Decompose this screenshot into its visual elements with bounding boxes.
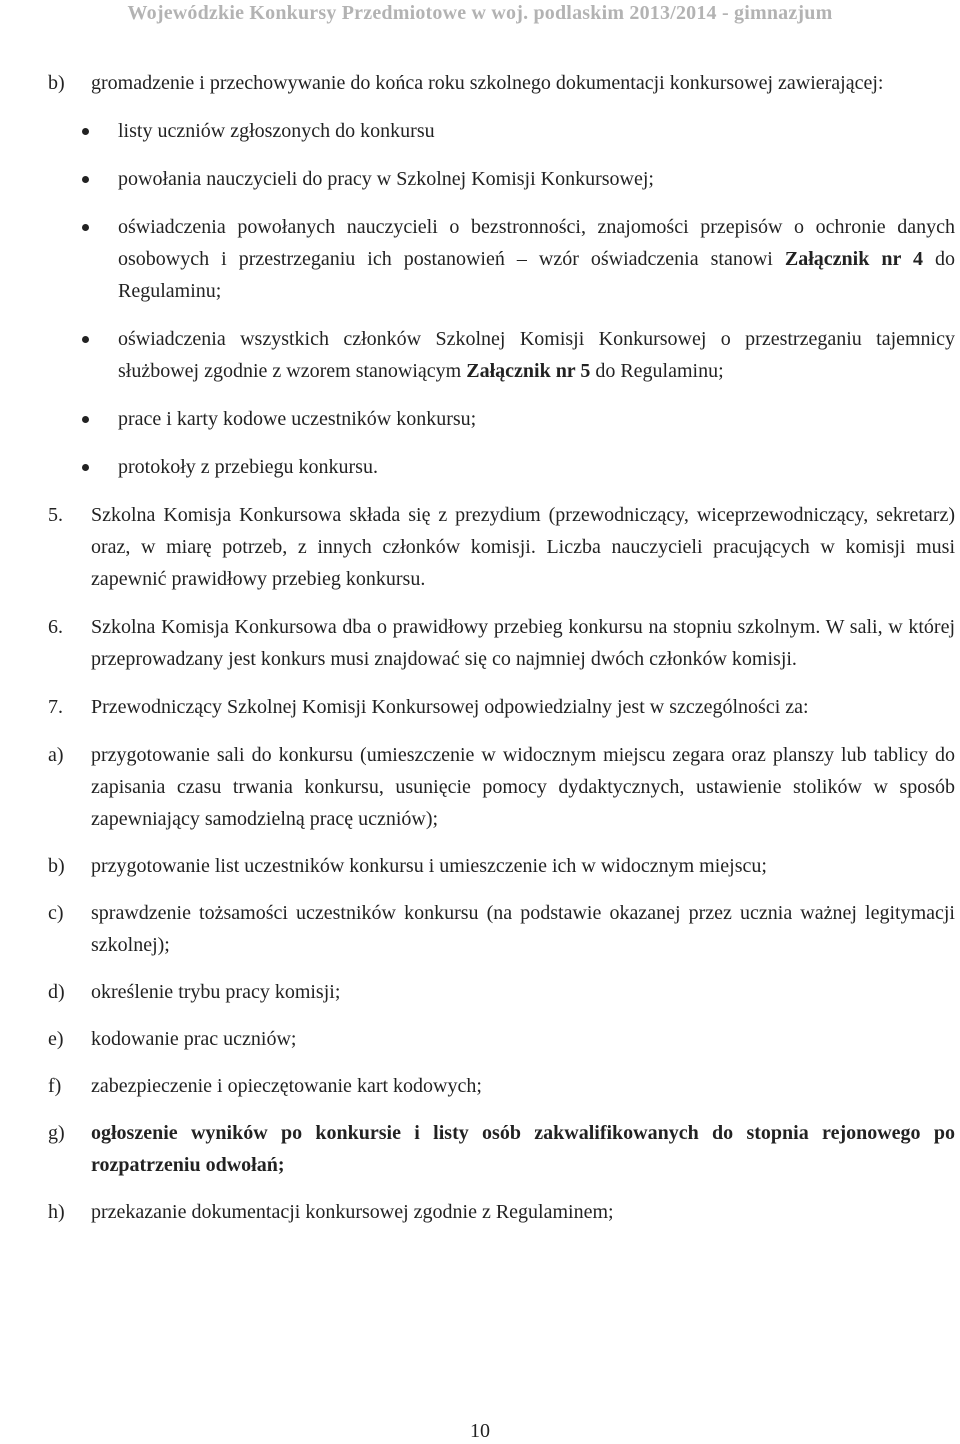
duty-item: e) kodowanie prac uczniów; [48, 1023, 955, 1055]
item-label: g) [48, 1122, 65, 1144]
attachment-reference: Załącznik nr 5 [466, 360, 591, 382]
page-header: Wojewódzkie Konkursy Przedmiotowe w woj. podlaskim 2013/2014 - gimnazjum [127, 2, 833, 24]
item-label: c) [48, 902, 64, 924]
bullet-icon [80, 451, 118, 483]
numbered-point: 5. Szkolna Komisja Konkursowa składa się z prezydium (przewodniczący, wiceprzewodniczący, sekretarz) oraz, w miarę potrzeb, z innych członków komisji. Liczba nauczycieli pracujących w komisji musi zapewnić prawidłowy przebieg konkursu. [48, 499, 955, 595]
bullet-icon [80, 211, 118, 307]
duty-item: h) przekazanie dokumentacji konkursowej zgodnie z Regulaminem; [48, 1196, 955, 1228]
duty-item: a) przygotowanie sali do konkursu (umieszczenie w widocznym miejscu zegara oraz planszy lub tablicy do zapisania czasu trwania konkursu, usunięcie pomocy dydaktycznych, ustawienie stolików w sposób zapewniający samodzielną pracę uczniów); [48, 739, 955, 835]
section-b [48, 67, 955, 99]
point-number: 5. [48, 504, 63, 526]
bullet-item: oświadczenia wszystkich członków Szkolnej Komisji Konkursowej o przestrzeganiu tajemnicy służbowej zgodnie z wzorem stanowiącym Załącznik nr 5 do Regulaminu; [80, 323, 955, 387]
duty-item: c) sprawdzenie tożsamości uczestników konkursu (na podstawie okazanej przez ucznia ważnej legitymacji szkolnej); [48, 897, 955, 961]
point-number: 6. [48, 616, 63, 638]
bullet-item: prace i karty kodowe uczestników konkursu; [80, 403, 955, 435]
item-label: b) [48, 72, 65, 94]
item-label: e) [48, 1028, 64, 1050]
duty-item [48, 1117, 955, 1181]
numbered-point: 6. Szkolna Komisja Konkursowa dba o prawidłowy przebieg konkursu na stopniu szkolnym. W sali, w której przeprowadzany jest konkurs musi znajdować się co najmniej dwóch członków komisji. [48, 611, 955, 675]
bullet-icon [80, 403, 118, 435]
numbered-point: 7. Przewodniczący Szkolnej Komisji Konkursowej odpowiedzialny jest w szczególności za: [48, 691, 955, 723]
document-body [48, 67, 955, 1228]
item-label: a) [48, 744, 64, 766]
bullet-item: oświadczenia powołanych nauczycieli o bezstronności, znajomości przepisów o ochronie danych osobowych i przestrzeganiu ich postanowień – wzór oświadczenia stanowi Załącznik nr 4 do Regulaminu; [80, 211, 955, 307]
item-label: h) [48, 1201, 65, 1223]
duty-item: d) określenie trybu pracy komisji; [48, 976, 955, 1008]
bullet-icon [80, 323, 118, 387]
page-number: 10 [470, 1420, 490, 1442]
duty-item: b) przygotowanie list uczestników konkursu i umieszczenie ich w widocznym miejscu; [48, 850, 955, 882]
duty-item: f) zabezpieczenie i opieczętowanie kart kodowych; [48, 1070, 955, 1102]
section-b-text: gromadzenie i przechowywanie do końca roku szkolnego dokumentacji konkursowej zawierającej: [91, 72, 884, 94]
attachment-reference: Załącznik nr 4 [784, 248, 923, 270]
bullet-icon [80, 115, 118, 147]
bullet-item: protokoły z przebiegu konkursu. [80, 451, 955, 483]
bullet-item: powołania nauczycieli do pracy w Szkolnej Komisji Konkursowej; [80, 163, 955, 195]
bullet-item: listy uczniów zgłoszonych do konkursu [80, 115, 955, 147]
item-label: d) [48, 981, 65, 1003]
item-label: f) [48, 1075, 62, 1097]
duty-text-bold: ogłoszenie wyników po konkursie i listy osób zakwalifikowanych do stopnia rejonowego po rozpatrzeniu odwołań; [91, 1122, 955, 1176]
bullet-icon [80, 163, 118, 195]
point-number: 7. [48, 696, 63, 718]
item-label: b) [48, 855, 65, 877]
